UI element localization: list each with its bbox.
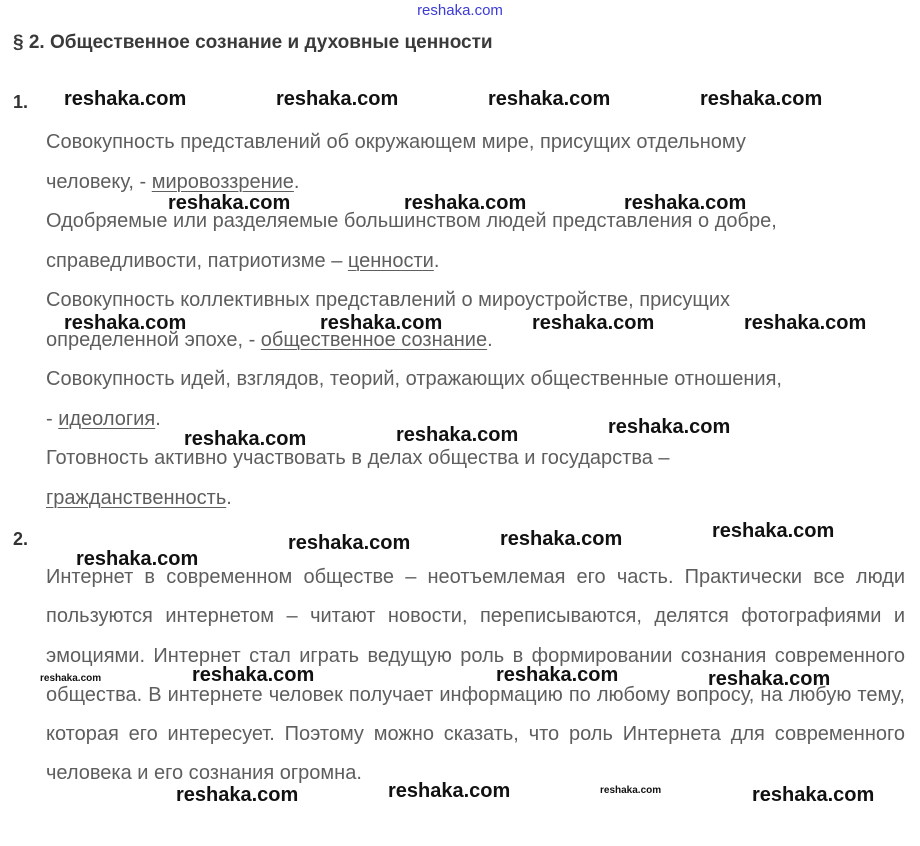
watermark: reshaka.com [532,312,655,334]
watermark-small: reshaka.com [600,785,662,796]
watermark: reshaka.com [320,312,443,334]
term-ideology: идеология [58,407,156,430]
watermark: reshaka.com [744,312,867,334]
definition-5-line-2: гражданственность. [46,486,232,509]
definition-3-line-2: определенной эпохе, - общественное сознание. [46,328,493,351]
definition-4-line-1: Совокупность идей, взглядов, теорий, отражающих общественные отношения, [46,368,782,390]
term-worldview: мировоззрение [151,170,294,193]
watermark: reshaka.com [488,88,611,110]
watermark: reshaka.com [288,532,411,554]
watermark: reshaka.com [608,416,731,438]
watermark: reshaka.com [404,192,527,214]
definition-2-line-1: Одобряемые или разделяемые большинством людей представления о добре, [46,210,777,232]
definition-3-line-1: Совокупность коллективных представлений о мироустройстве, присущих [46,289,731,311]
term-values: ценности [347,249,434,272]
watermark: reshaka.com [184,428,307,450]
watermark: reshaka.com [276,88,399,110]
top-watermark: reshaka.com [417,2,503,19]
watermark: reshaka.com [700,88,823,110]
section-number-1: 1. [13,92,29,112]
watermark: reshaka.com [76,548,199,570]
watermark: reshaka.com [64,312,187,334]
watermark: reshaka.com [388,780,511,802]
watermark: reshaka.com [708,668,831,690]
watermark: reshaka.com [496,664,619,686]
watermark: reshaka.com [624,192,747,214]
watermark: reshaka.com [712,520,835,542]
definition-5 [46,439,670,518]
definition-2-line-2: справедливости, патриотизме – ценности. [46,249,440,272]
watermark-small: reshaka.com [40,673,102,684]
watermark: reshaka.com [176,784,299,806]
watermark: reshaka.com [752,784,875,806]
definition-1 [46,123,746,202]
definition-1-line-2: человеку, - мировоззрение. [46,170,300,193]
definition-5-line-1: Готовность активно участвовать в делах общества и государства – [46,447,670,469]
definition-4-line-2: - идеология. [46,407,161,430]
watermark: reshaka.com [64,88,187,110]
watermark: reshaka.com [192,664,315,686]
term-public-consciousness: общественное сознание [260,328,488,351]
watermark: reshaka.com [396,424,519,446]
section-number-2: 2. [13,529,29,549]
watermark: reshaka.com [168,192,291,214]
watermark: reshaka.com [500,528,623,550]
term-citizenship: гражданственность [46,486,227,509]
page-title: § 2. Общественное сознание и духовные ценности [13,32,493,53]
definition-1-line-1: Совокупность представлений об окружающем мире, присущих отдельному [46,131,746,153]
section-2-paragraph: Интернет в современном обществе – неотъемлемая его часть. Практически все люди пользуются интернетом – читают новости, переписываются, делятся фотографиями и эмоциями. Интернет стал играть ведущую роль в формировании сознания современного общества. В интернете человек получает информацию по любому вопросу, на любую тему, которая его интересует. Поэтому можно сказать, что роль Интернета для современного человека и его сознания огромна. [46,566,905,785]
